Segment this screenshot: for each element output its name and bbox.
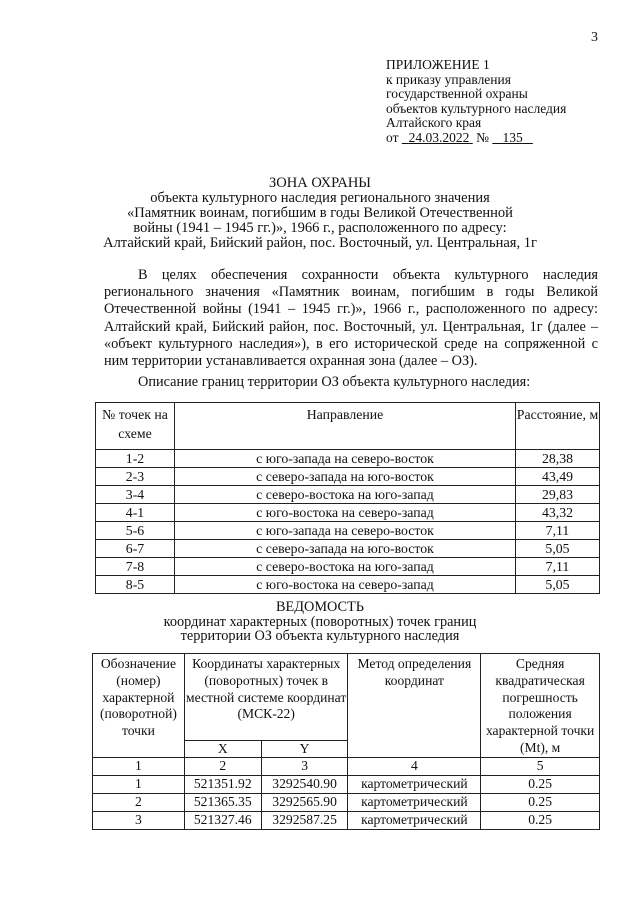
cell-point: 3 [93,811,185,829]
order-date-line [386,131,566,146]
cell-method: картометрический [348,793,481,811]
cell-method: картометрический [348,775,481,793]
cell-points: 3-4 [96,486,175,504]
cell-direction: с юго-востока на северо-запад [175,504,516,522]
boundary-table [95,402,600,594]
cell-y: 3292565.90 [261,793,348,811]
column-index: 2 [184,757,261,775]
appendix-line: Алтайского края [386,115,482,131]
date-prefix: от [386,129,399,145]
vedomost-title: ВЕДОМОСТЬ [275,599,365,615]
table-row [96,522,600,540]
table-row [93,793,600,811]
cell-direction: с северо-востока на юго-запад [175,486,516,504]
table-row [96,450,600,468]
cell-y: 3292540.90 [261,775,348,793]
header-points: № точек на схеме [96,403,175,450]
cell-points: 2-3 [96,468,175,486]
cell-point: 1 [93,775,185,793]
table-row [96,486,600,504]
description-line: Описание границ территории ОЗ объекта культурного наследия: [138,374,531,390]
appendix-title: ПРИЛОЖЕНИЕ 1 [386,57,490,72]
cell-points: 8-5 [96,576,175,594]
vedomost-subtitle: координат характерных (поворотных) точек границ [163,613,477,630]
cell-distance: 5,05 [516,540,600,558]
cell-direction: с северо-запада на юго-восток [175,468,516,486]
table-row [96,576,600,594]
table-row [93,811,600,829]
zone-title: ЗОНА ОХРАНЫ [269,175,371,191]
table-row [96,558,600,576]
cell-point: 2 [93,793,185,811]
cell-y: 3292587.25 [261,811,348,829]
table-row [96,504,600,522]
cell-distance: 7,11 [516,558,600,576]
cell-error: 0.25 [481,793,600,811]
cell-direction: с юго-запада на северо-восток [175,450,516,468]
cell-points: 7-8 [96,558,175,576]
header-error: Средняя квадратическая погрешность положения характерной точки (Mt), м [481,654,600,758]
cell-x: 521327.46 [184,811,261,829]
main-paragraph: В целях обеспечения сохранности объекта культурного наследия регионального значения «Памятник воинам, погибшим в годы Великой Отечественной войны (1941 – 1945 гг.)», 1966 г., расположенного по адресу: Алтайский край, Бийский район, пос. Восточный, ул. Центральная, 1г (далее – «объект культурного наследия»), в его исторической среде на сопряженной с ним территории устанавливается охранная зона (далее – ОЗ). [104,267,598,370]
order-date: 24.03.2022 [408,129,470,145]
cell-direction: с северо-запада на юго-восток [175,540,516,558]
column-index: 1 [93,757,185,775]
order-number: 135 [502,129,523,145]
cell-points: 5-6 [96,522,175,540]
cell-error: 0.25 [481,811,600,829]
vedomost-subtitle: территории ОЗ объекта культурного наследия [180,628,460,644]
table-row [96,540,600,558]
header-method: Метод определения координат [348,654,481,758]
cell-distance: 43,49 [516,468,600,486]
cell-distance: 29,83 [516,486,600,504]
cell-distance: 43,32 [516,504,600,522]
main-paragraph-block [104,267,598,370]
table-row [93,775,600,793]
column-index: 4 [348,757,481,775]
header-coordinates: Координаты характерных (поворотных) точек в местной системе координат (МСК-22) [184,654,348,741]
cell-x: 521365.35 [184,793,261,811]
appendix-line: к приказу управления [386,71,511,87]
cell-error: 0.25 [481,775,600,793]
header-x: X [184,740,261,757]
cell-distance: 28,38 [516,450,600,468]
vedomost-title-block [0,600,640,644]
header-distance: Расстояние, м [516,403,600,450]
zone-subtitle: войны (1941 – 1945 гг.)», 1966 г., расположенного по адресу: [133,220,507,236]
header-y: Y [261,740,348,757]
cell-x: 521351.92 [184,775,261,793]
cell-points: 1-2 [96,450,175,468]
cell-method: картометрический [348,811,481,829]
page-number: 3 [591,30,598,45]
appendix-line: объектов культурного наследия [386,100,567,116]
zone-subtitle: «Памятник воинам, погибшим в годы Великой Отечественной [127,205,513,221]
cell-direction: с юго-востока на северо-запад [175,576,516,594]
cell-distance: 7,11 [516,522,600,540]
column-index: 5 [481,757,600,775]
column-index-row [93,757,600,775]
header-direction: Направление [175,403,516,450]
zone-title-block [0,176,640,251]
zone-subtitle: Алтайский край, Бийский район, пос. Восточный, ул. Центральная, 1г [103,235,537,251]
number-prefix: № [476,129,489,145]
coordinates-table [92,653,600,830]
column-index: 3 [261,757,348,775]
cell-direction: с юго-запада на северо-восток [175,522,516,540]
cell-points: 6-7 [96,540,175,558]
zone-subtitle: объекта культурного наследия регионального значения [150,190,490,206]
appendix-line: государственной охраны [386,86,528,102]
cell-direction: с северо-востока на юго-запад [175,558,516,576]
cell-points: 4-1 [96,504,175,522]
appendix-header [386,58,566,146]
table-row [96,468,600,486]
header-designation: Обозначение (номер) характерной (поворотной) точки [93,654,185,758]
cell-distance: 5,05 [516,576,600,594]
